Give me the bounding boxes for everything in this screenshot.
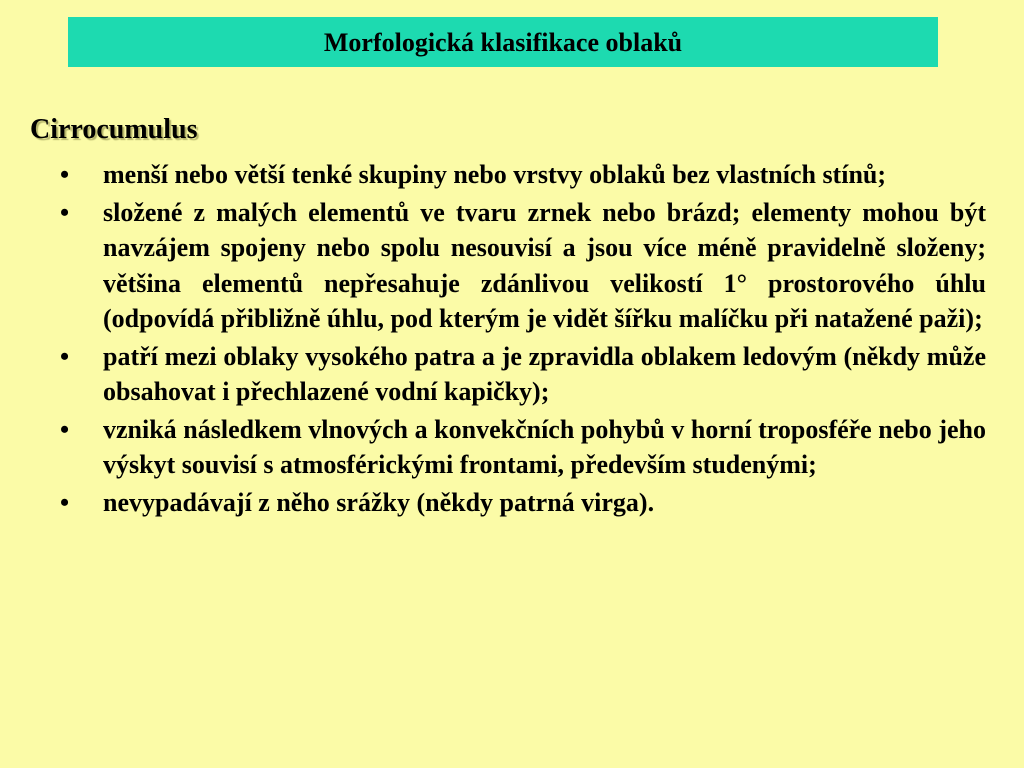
title-bar bbox=[68, 17, 938, 67]
bullet-item bbox=[58, 412, 986, 483]
slide-title: Morfologická klasifikace oblaků bbox=[323, 28, 683, 57]
bullet-text: vzniká následkem vlnových a konvekčních pohybů v horní troposféře nebo jeho výskyt souvisí s atmosférickými frontami, především studenými; bbox=[103, 414, 986, 479]
bullet-icon: • bbox=[60, 341, 70, 371]
bullet-icon: • bbox=[60, 197, 70, 227]
bullet-text: menší nebo větší tenké skupiny nebo vrstvy oblaků bez vlastních stínů; bbox=[103, 160, 887, 189]
section-heading: Cirrocumulus bbox=[30, 114, 198, 145]
bullet-text: složené z malých elementů ve tvaru zrnek nebo brázd; elementy mohou být navzájem spojeny nebo spolu nesouvisí a jsou více méně pravidelně složeny; většina elementů nepřesahuje zdánlivou velikostí 1° prostorového úhlu (odpovídá přibližně úhlu, pod kterým je vidět šířku malíčku při natažené paži); bbox=[103, 197, 986, 333]
bullet-item bbox=[58, 485, 986, 521]
bullet-item bbox=[58, 339, 986, 410]
bullet-text: nevypadávají z něho srážky (někdy patrná virga). bbox=[103, 487, 655, 517]
bullet-icon: • bbox=[60, 487, 70, 517]
bullet-icon: • bbox=[60, 414, 70, 444]
bullet-list bbox=[58, 157, 986, 522]
bullet-item bbox=[58, 157, 986, 193]
bullet-text: patří mezi oblaky vysokého patra a je zpravidla oblakem ledovým (někdy může obsahovat i přechlazené vodní kapičky); bbox=[103, 341, 986, 406]
bullet-icon: • bbox=[60, 160, 70, 189]
bullet-item bbox=[58, 195, 986, 337]
